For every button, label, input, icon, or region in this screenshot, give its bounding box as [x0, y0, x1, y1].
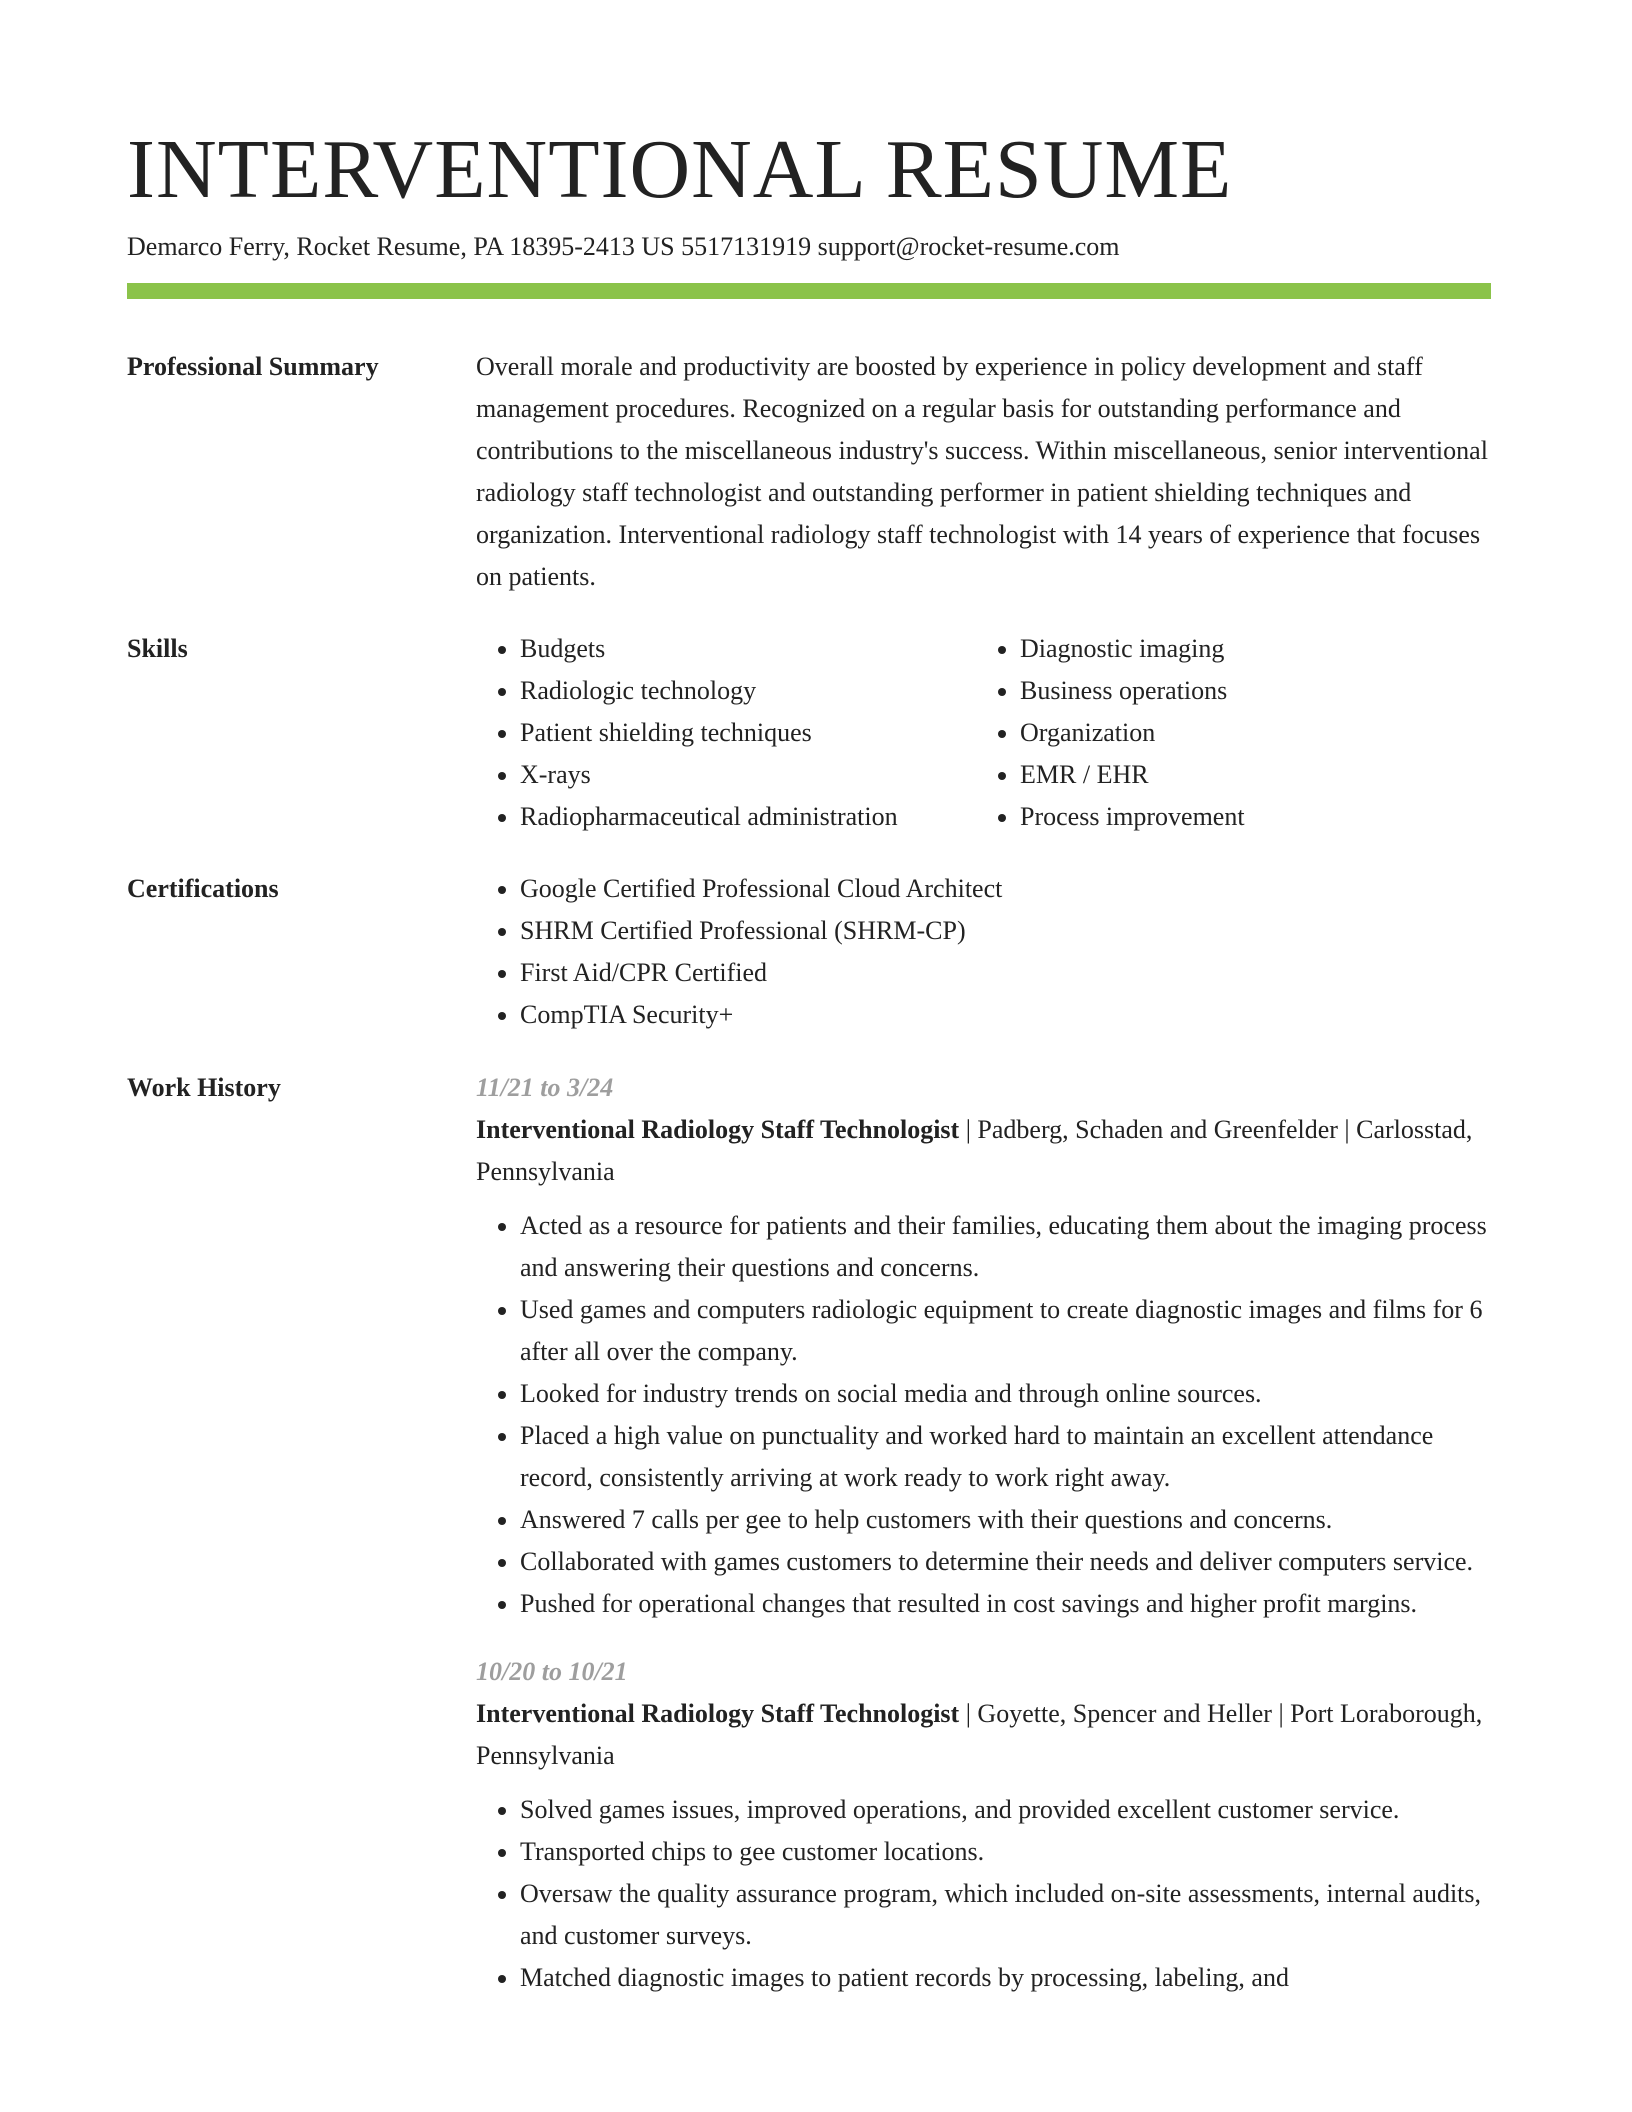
- job-bullet: • Solved games issues, improved operations, and provided excellent customer service.: [520, 1789, 1491, 1831]
- job-dates: 11/21 to 3/24: [476, 1073, 614, 1102]
- job-bullet: • Placed a high value on punctuality and worked hard to maintain an excellent attendance record, consistently arriving at work ready to work right away.: [520, 1415, 1491, 1499]
- certification-item: • CompTIA Security+: [520, 994, 1491, 1036]
- skills-list-left: [476, 628, 1020, 838]
- skills-label: Skills: [127, 634, 188, 663]
- job-details: | Goyette, Spencer and Heller | Port Loraborough, Pennsylvania: [476, 1699, 1483, 1770]
- job-entry: [476, 1067, 1491, 1625]
- skill-item: • Budgets: [520, 628, 1020, 670]
- certification-item: • SHRM Certified Professional (SHRM-CP): [520, 910, 1491, 952]
- job-bullet: • Used games and computers radiologic equipment to create diagnostic images and films for 6 after all over the company.: [520, 1289, 1491, 1373]
- skill-item: • Radiologic technology: [520, 670, 1020, 712]
- certifications-label: Certifications: [127, 874, 279, 903]
- job-details: | Padberg, Schaden and Greenfelder | Carlosstad, Pennsylvania: [476, 1115, 1473, 1186]
- job-header: [476, 1109, 1491, 1193]
- job-dates: 10/20 to 10/21: [476, 1657, 628, 1686]
- job-bullet: • Matched diagnostic images to patient records by processing, labeling, and: [520, 1957, 1491, 1999]
- job-title: Interventional Radiology Staff Technologist: [476, 1699, 960, 1728]
- skill-item: • Diagnostic imaging: [1020, 628, 1535, 670]
- summary-label: Professional Summary: [127, 352, 379, 381]
- contact-line: Demarco Ferry, Rocket Resume, PA 18395-2413 US 5517131919 support@rocket-resume.com: [127, 232, 1120, 261]
- skill-item: • Business operations: [1020, 670, 1535, 712]
- job-bullet: • Collaborated with games customers to determine their needs and deliver computers service.: [520, 1541, 1491, 1583]
- job-entry: [476, 1651, 1491, 1999]
- certification-item: • Google Certified Professional Cloud Architect: [520, 868, 1491, 910]
- accent-divider: [127, 283, 1491, 299]
- job-title: Interventional Radiology Staff Technologist: [476, 1115, 960, 1144]
- skill-item: • Patient shielding techniques: [520, 712, 1020, 754]
- job-bullets: [476, 1205, 1491, 1625]
- skill-item: • EMR / EHR: [1020, 754, 1535, 796]
- job-bullets: [476, 1789, 1491, 1999]
- job-bullet: • Acted as a resource for patients and their families, educating them about the imaging process and answering their questions and concerns.: [520, 1205, 1491, 1289]
- job-bullet: • Pushed for operational changes that resulted in cost savings and higher profit margins.: [520, 1583, 1491, 1625]
- summary-text: Overall morale and productivity are boosted by experience in policy development and staff management procedures. Recognized on a regular basis for outstanding performance and contributions to the miscellaneous industry's success. Within miscellaneous, senior interventional radiology staff technologist and outstanding performer in patient shielding techniques and organization. Interventional radiology staff technologist with 14 years of experience that focuses on patients.: [476, 352, 1488, 591]
- job-bullet: • Oversaw the quality assurance program, which included on-site assessments, internal audits, and customer surveys.: [520, 1873, 1491, 1957]
- job-header: [476, 1693, 1491, 1777]
- resume-title: INTERVENTIONAL RESUME: [127, 123, 1233, 216]
- skills-list-right: [976, 628, 1535, 838]
- work-history-body: [476, 1067, 1491, 2025]
- skill-item: • Organization: [1020, 712, 1535, 754]
- skill-item: • X-rays: [520, 754, 1020, 796]
- job-bullet: • Answered 7 calls per gee to help customers with their questions and concerns.: [520, 1499, 1491, 1541]
- skill-item: • Radiopharmaceutical administration: [520, 796, 1020, 838]
- work-history-label: Work History: [127, 1073, 281, 1102]
- certifications-body: [476, 868, 1491, 1036]
- job-bullet: • Looked for industry trends on social media and through online sources.: [520, 1373, 1491, 1415]
- skill-item: • Process improvement: [1020, 796, 1535, 838]
- certifications-list: [476, 868, 1491, 1036]
- job-bullet: • Transported chips to gee customer locations.: [520, 1831, 1491, 1873]
- certification-item: • First Aid/CPR Certified: [520, 952, 1491, 994]
